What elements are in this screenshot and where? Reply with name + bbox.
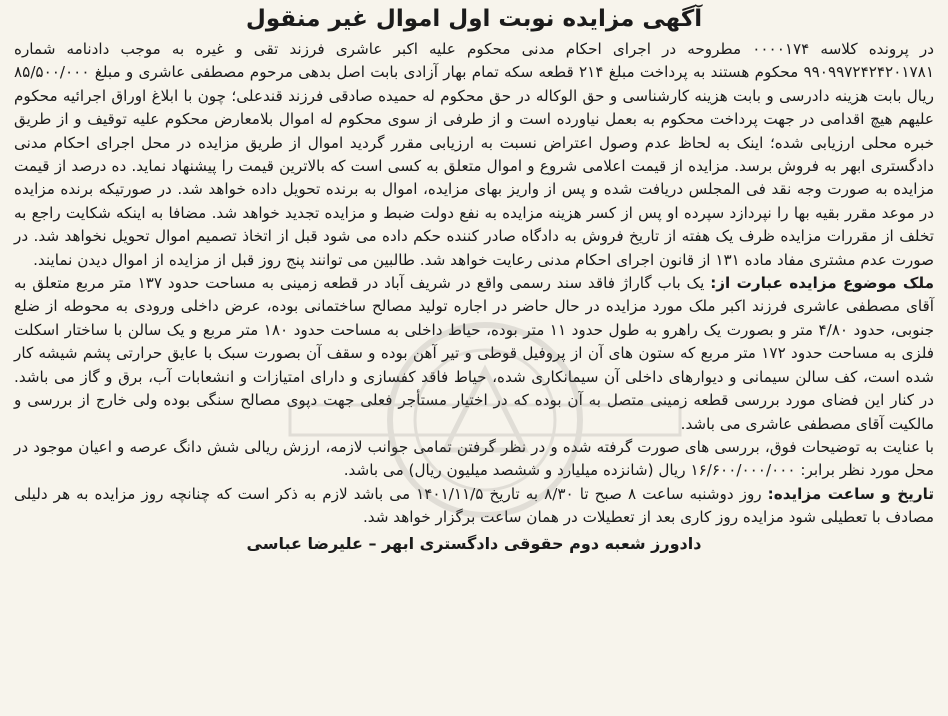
notice-paragraph-auction-terms: در پرونده کلاسه ۰۰۰۰۱۷۴ مطروحه در اجرای احکام مدنی محکوم علیه اکبر عاشری فرزند تقی و غیره به موجب دادنامه شماره ۹۹۰۹۹۷۲۴۲۴۲۰۱۷۸۱ محکوم هستند به پرداخت مبلغ ۲۱۴ قطعه سکه تمام بهار آزادی بابت اصل بدهی مرحوم مصطفی عاشری و مبلغ ۸۵/۵۰۰/۰۰۰ ریال بابت هزینه دادرسی و بابت هزینه کارشناسی و حق الوکاله در حق محکوم له حمیده صادقی فرزند قندعلی؛ چون با ابلاغ اوراق اجرائیه محکوم علیهم هیچ اقدامی در جهت پرداخت محکوم به بعمل نیاورده است و از طرفی از سوی محکوم له اموال بلامعارض محکوم علیه توقیف و از طریق خبره محلی ارزیابی شده؛ اینک به لحاظ عدم وصول اعتراض نسبت به ارزیابی مقرر گردید اموال از طریق مزایده در محل اجرای احکام مدنی دادگستری ابهر به فروش برسد. مزایده از قیمت اعلامی شروع و اموال متعلق به کسی است که بالاترین قیمت را پیشنهاد نماید. ده درصد از قیمت مزایده به صورت وجه نقد فی المجلس دریافت شده و پس از واریز بهای مزایده، اموال به برنده تحویل داده خواهد شد. در صورتیکه برنده مزایده در موعد مقرر بقیه بها را نپردازد سپرده او پس از کسر هزینه مزایده به نفع دولت ضبط و مزایده تجدید خواهد شد. مضافا به اینکه شکایت راجع به تخلف از مقررات مزایده ظرف یک هفته از تاریخ فروش به دادگاه صادر کننده حکم داده می شود قبل از اتخاذ تصمیم اموال تحویل نخواهد شد. در صورت عدم مشتری مفاد ماده ۱۳۱ از قانون اجرای احکام مدنی رعایت خواهد شد. طالبین می توانند پنج روز قبل از مزایده از اموال دیدن نمایند. bbox=[14, 40, 935, 269]
property-heading: ملک موضوع مزایده عبارت از: bbox=[710, 274, 934, 293]
date-heading: تاریخ و ساعت مزایده: bbox=[767, 484, 935, 503]
notice-title: آگهی مزایده نوبت اول اموال غیر منقول bbox=[245, 6, 703, 32]
notice-paragraph-property bbox=[14, 272, 934, 436]
date-description: روز دوشنبه ساعت ۸ صبح تا ۸/۳۰ به تاریخ ۱۴۰۱/۱۱/۵ می باشد لازم به ذکر است که چنانچه روز مزایده به هر دلیلی مصادف با تعطیلی شود مزایده روز کاری بعد از تعطیلات در همان ساعت برگزار خواهد شد. bbox=[14, 484, 934, 527]
notice-paragraph-date bbox=[14, 483, 934, 530]
notice-signature: دادورز شعبه دوم حقوقی دادگستری ابهر – علیرضا عباسی bbox=[246, 533, 702, 553]
property-description: یک باب گاراژ فاقد سند رسمی واقع در شریف آباد در قطعه زمینی به مساحت حدود ۱۳۷ متر مربع متعلق به آقای مصطفی عاشری فرزند اکبر ملک مورد مزایده در حال حاضر در اجاره تولید مصالح ساختمانی بوده، عرض داخلی ورودی به محوطه از ضلع جنوبی، حدود ۴/۸۰ متر و بصورت یک راهرو به طول حدود ۱۱ متر بوده، حیاط داخلی به مساحت حدود ۱۸۰ متر مربع و یک سالن با ساختار اسکلت فلزی به مساحت حدود ۱۷۲ متر مربع که ستون های آن از پروفیل قوطی و تیر آهن بوده و سقف آن بصورت سبک با عایق حرارتی پشم شیشه کار شده است، کف سالن سیمانی و دیوارهای داخلی آن سیمانکاری شده، حیاط فاقد کفسازی و دارای امتیازات و انشعابات آب، برق و گاز می باشد. در کنار این فضای مورد بررسی قطعه زمینی متصل به آن بوده که در اختیار مستأجر فعلی جهت دپوی مصالح سنگی بوده ولی خارج از بررسی و مالکیت آقای مصطفی عاشری می باشد. bbox=[14, 274, 935, 433]
notice-paragraph-valuation: با عنایت به توضیحات فوق، بررسی های صورت گرفته شده و در نظر گرفتن تمامی جوانب لازمه، ارزش ریالی شش دانگ عرصه و اعیان موجود در محل مورد نظر برابر: ۱۶/۶۰۰/۰۰۰/۰۰۰ ریال (شانزده میلیارد و ششصد میلیون ریال) می باشد. bbox=[14, 437, 934, 480]
